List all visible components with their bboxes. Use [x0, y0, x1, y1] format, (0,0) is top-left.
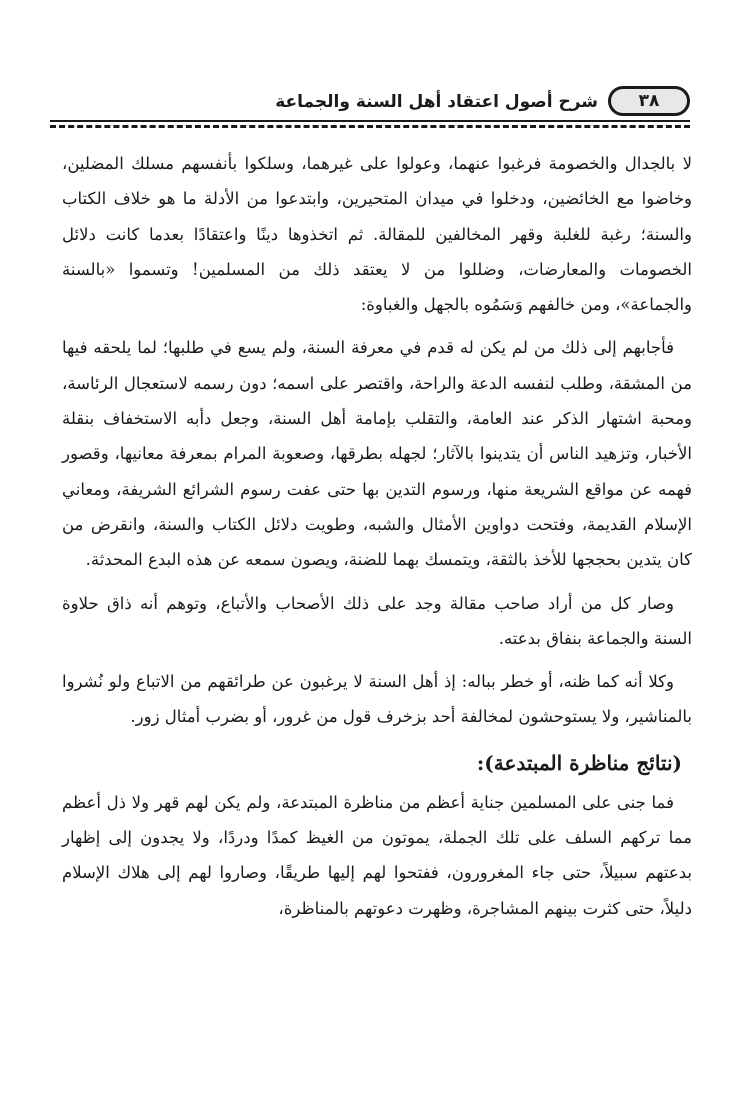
- paragraph-4: وكلا أنه كما ظنه، أو خطر بباله: إذ أهل السنة لا يرغبون عن طرائقهم من الاتباع ولو نُشروا بالمناشير، ولا يستوحشون لمخالفة أحد بزخرف قول من غرور، أو بضرب أمثال زور.: [62, 672, 692, 727]
- header-dashed-rule: [50, 125, 690, 128]
- page-body: [62, 146, 692, 926]
- running-title: شرح أصول اعتقاد أهل السنة والجماعة: [275, 92, 598, 112]
- paragraph-2: فأجابهم إلى ذلك من لم يكن له قدم في معرفة السنة، ولم يسع في طلبها؛ لما يلحقه فيها من المشقة، وطلب لنفسه الدعة والراحة، واقتصر على اسمه؛ دون رسمه لاستعجال الرئاسة، ومحبة اشتهار الذكر عند العامة، والتقلب بإمامة أهل السنة، وجعل دأبه الاستخفاف بنقلة الأخبار، وتزهيد الناس أن يتدينوا بالآثار؛ لجهله بطرقها، وصعوبة المرام بمعرفة معانيها، وقصور فهمه عن مواقع الشريعة منها، ورسوم التدين بها حتى عفت رسوم الشرائع الشريفة، ومعاني الإسلام القديمة، وفتحت دواوين الأمثال والشبه، وطويت دلائل الكتاب والسنة، وانقرض من كان يتدين بحججها للأخذ بالثقة، ويتمسك بهما للضنة، ويصون سمعه عن هذه البدع المحدثة.: [62, 338, 692, 570]
- page-header: [50, 82, 690, 122]
- header-rule: [50, 120, 690, 122]
- page-number-badge: ٣٨: [608, 86, 690, 116]
- paragraph-3: وصار كل من أراد صاحب مقالة وجد على ذلك الأصحاب والأتباع، وتوهم أنه ذاق حلاوة السنة والجماعة بنفاق بدعته.: [62, 593, 692, 648]
- paragraph-1: لا بالجدال والخصومة فرغبوا عنهما، وعولوا على غيرهما، وسلكوا بأنفسهم مسلك المضلين، وخاضوا مع الخائضين، ودخلوا في ميدان المتحيرين، وابتدعوا من الأدلة ما هو خلاف الكتاب والسنة؛ رغبة للغلبة وقهر المخالفين للمقالة. ثم اتخذوها دينًا واعتقادًا بعدما كانت دلائل الخصومات والمعارضات، وضللوا من لا يعتقد ذلك من المسلمين! وتسموا «بالسنة والجماعة»، ومن خالفهم وَسَمُوه بالجهل والغباوة:: [62, 154, 692, 315]
- section-heading: (نتائج مناظرة المبتدعة):: [476, 750, 682, 775]
- section-paragraph: فما جنى على المسلمين جناية أعظم من مناظرة المبتدعة، ولم يكن لهم قهر ولا ذل أعظم مما تركهم السلف على تلك الجملة، يموتون من الغيظ كمدًا ودردًا، ولا يجدون إلى إظهار بدعتهم سبيلاً، حتى جاء المغرورون، ففتحوا لهم إليها طريقًا، وصاروا لهم إلى هلاك الإسلام دليلاً، حتى كثرت بينهم المشاجرة، وظهرت دعوتهم بالمناظرة،: [62, 792, 692, 918]
